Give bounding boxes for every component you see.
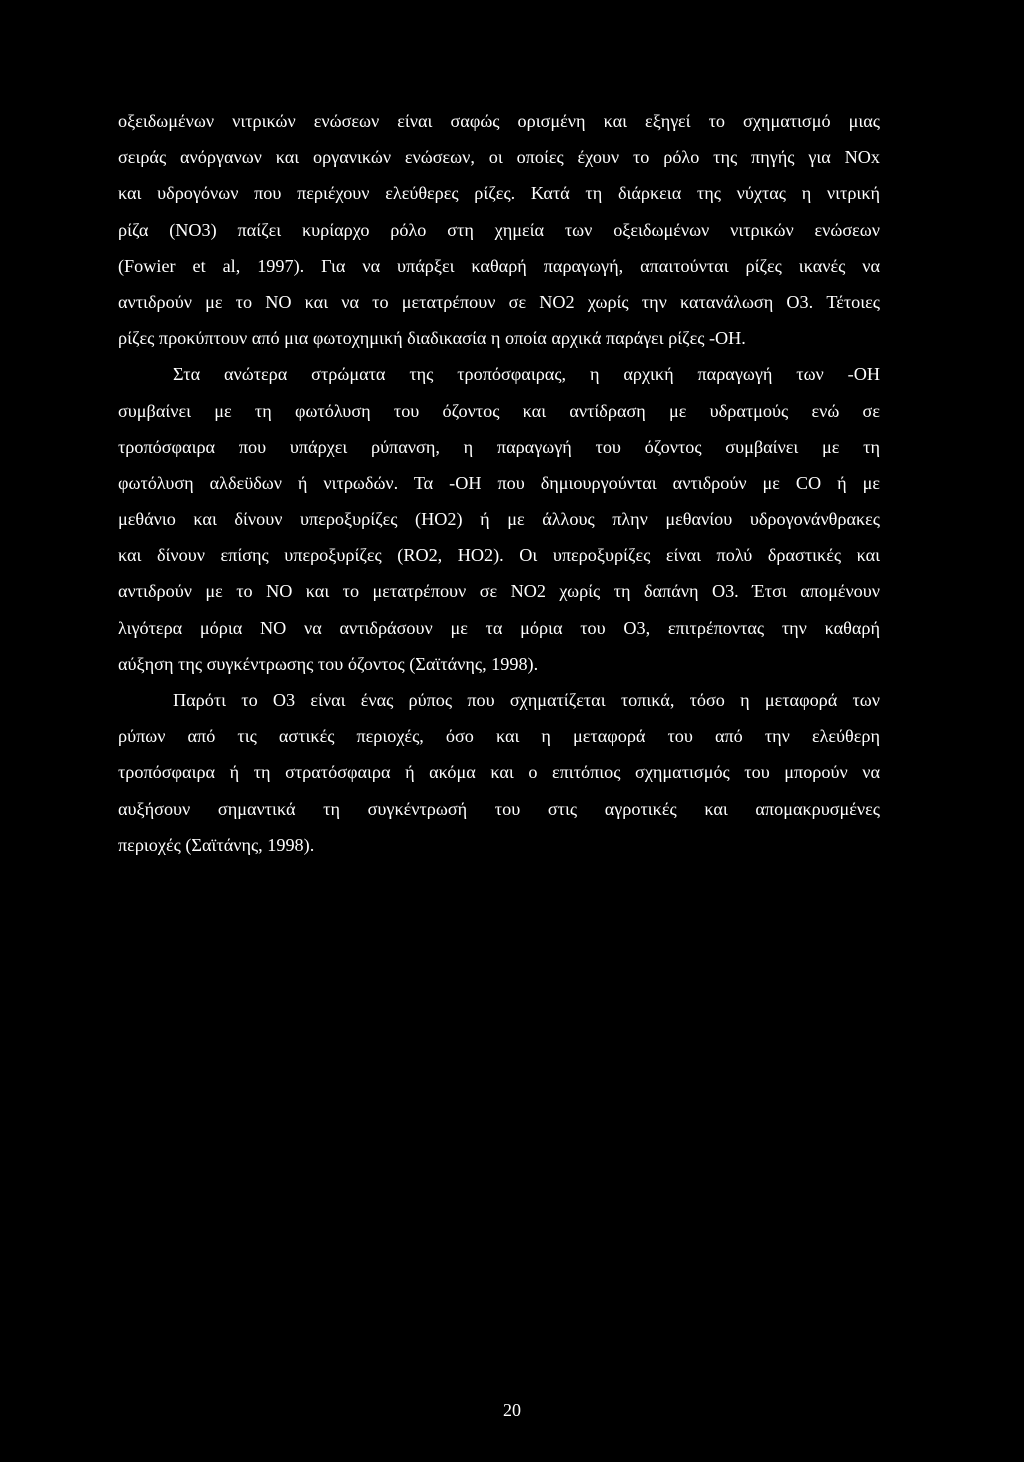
text-line: αύξηση της συγκέντρωσης του όζοντος (Σαϊτάνης, 1998). (118, 653, 539, 674)
text-line: αυξήσουν σημαντικά τη συγκέντρωσή του στις αγροτικές και απομακρυσμένες (118, 798, 880, 819)
text-line: φωτόλυση αλδεϋδων ή νιτρωδών. Τα -ΟΗ που δημιουργούνται αντιδρούν με CO ή με (118, 472, 880, 493)
text-line: αντιδρούν με το NO και το μετατρέπουν σε NO2 χωρίς τη δαπάνη O3. Έτσι απομένουν (118, 581, 880, 602)
text-line: συμβαίνει με τη φωτόλυση του όζοντος και αντίδραση με υδρατμούς ενώ σε (118, 400, 880, 421)
text-line: λιγότερα μόρια NO να αντιδράσουν με τα μόρια του O3, επιτρέποντας την καθαρή (118, 617, 880, 638)
text-line: ρίζα (NO3) παίζει κυρίαρχο ρόλο στη χημεία των οξειδωμένων νιτρικών ενώσεων (118, 219, 880, 240)
text-line: τροπόσφαιρα ή τη στρατόσφαιρα ή ακόμα και ο επιτόπιος σχηματισμός του μπορούν να (118, 762, 880, 783)
text-line: Στα ανώτερα στρώματα της τροπόσφαιρας, η αρχική παραγωγή των -ΟΗ (173, 364, 880, 385)
text-line: τροπόσφαιρα που υπάρχει ρύπανση, η παραγωγή του όζοντος συμβαίνει με τη (118, 436, 880, 457)
page-number: 20 (503, 1400, 521, 1420)
text-line: ρίζες προκύπτουν από μια φωτοχημική διαδικασία η οποία αρχικά παράγει ρίζες -ΟΗ. (118, 328, 746, 349)
text-line: Παρότι το O3 είναι ένας ρύπος που σχηματίζεται τοπικά, τόσο η μεταφορά των (173, 690, 880, 710)
text-line: ρύπων από τις αστικές περιοχές, όσο και η μεταφορά του από την ελεύθερη (118, 726, 880, 747)
paragraph (118, 356, 880, 682)
text-line: και υδρογόνων που περιέχουν ελεύθερες ρίζες. Κατά τη διάρκεια της νύχτας η νιτρική (118, 183, 880, 204)
text-line: αντιδρούν με το NO και να το μετατρέπουν σε NO2 χωρίς την κατανάλωση O3. Τέτοιες (118, 291, 880, 312)
body-text (118, 103, 880, 863)
text-line: και δίνουν επίσης υπεροξυρίζες (RO2, HO2). Οι υπεροξυρίζες είναι πολύ δραστικές και (118, 545, 880, 566)
text-line: περιοχές (Σαϊτάνης, 1998). (118, 834, 315, 855)
paragraph (118, 682, 880, 863)
text-line: (Fowier et al, 1997). Για να υπάρξει καθαρή παραγωγή, απαιτούνται ρίζες ικανές να (118, 255, 880, 276)
text-line: σειράς ανόργανων και οργανικών ενώσεων, οι οποίες έχουν το ρόλο της πηγής για NOx (118, 147, 880, 168)
text-line: οξειδωμένων νιτρικών ενώσεων είναι σαφώς ορισμένη και εξηγεί το σχηματισμό μιας (118, 111, 880, 131)
text-line: μεθάνιο και δίνουν υπεροξυρίζες (HO2) ή με άλλους πλην μεθανίου υδρογονάνθρακες (118, 509, 880, 530)
paragraph (118, 103, 880, 356)
